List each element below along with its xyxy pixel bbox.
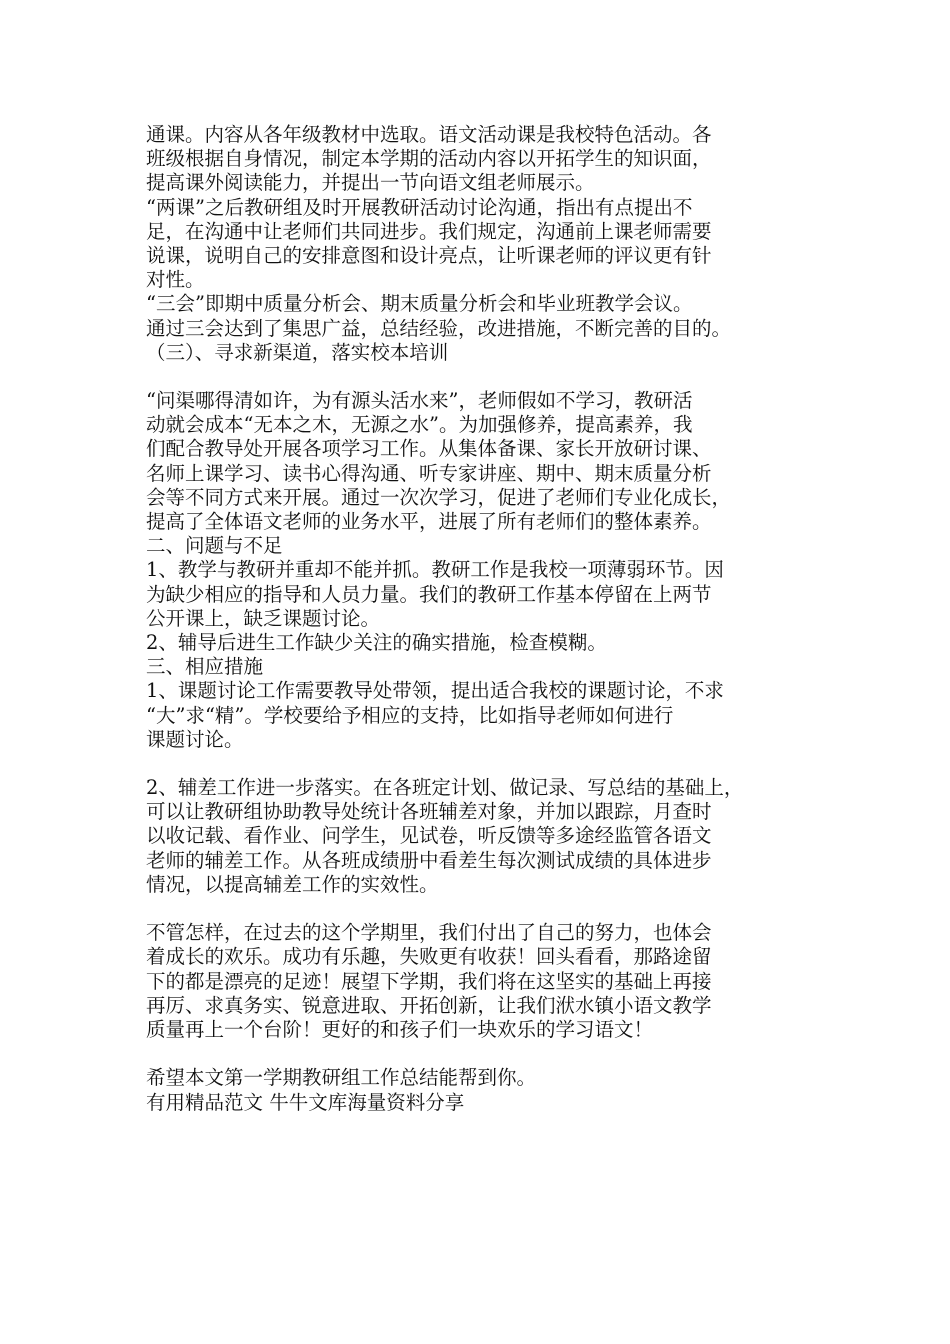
text-line: 足，在沟通中让老师们共同进步。我们规定，沟通前上课老师需要 [146,219,712,243]
text-line: 不管怎样，在过去的这个学期里，我们付出了自己的努力，也体会 [146,921,712,945]
document-body [146,123,816,1115]
text-line: 1、教学与教研并重却不能并抓。教研工作是我校一项薄弱环节。因 [146,558,724,582]
text-line: 以收记载、看作业、问学生，见试卷，听反馈等多途经监管各语文 [146,824,712,848]
footer-line: 有用精品范文 牛牛文库海量资料分享 [146,1090,465,1114]
text-line: “三会”即期中质量分析会、期末质量分析会和毕业班教学会议。 [146,292,693,316]
blank-line [146,752,816,776]
text-line: “两课”之后教研组及时开展教研活动讨论沟通，指出有点提出不 [146,195,693,219]
text-line: 课题讨论。 [146,727,244,751]
text-line: 动就会成本“无本之木，无源之水”。为加强修养，提高素养，我 [146,413,693,437]
section-heading: 三、相应措施 [146,655,264,679]
text-line: 对性。 [146,268,205,292]
section-heading: （三）、寻求新渠道，落实校本培训 [146,340,449,364]
text-line: 班级根据自身情况，制定本学期的活动内容以开拓学生的知识面， [146,147,712,171]
text-line: 质量再上一个台阶！更好的和孩子们一块欢乐的学习语文！ [146,1017,654,1041]
blank-line [146,1042,816,1066]
text-line: 们配合教导处开展各项学习工作。从集体备课、家长开放研讨课、 [146,437,712,461]
blank-line [146,897,816,921]
text-line: 说课，说明自己的安排意图和设计亮点，让听课老师的评议更有针 [146,243,712,267]
text-line: 可以让教研组协助教导处统计各班辅差对象，并加以跟踪，月查时 [146,800,712,824]
section-heading: 二、问题与不足 [146,534,283,558]
blank-line [146,365,816,389]
closing-line: 希望本文第一学期教研组工作总结能帮到你。 [146,1066,537,1090]
text-line: “大”求“精”。学校要给予相应的支持，比如指导老师如何进行 [146,703,674,727]
text-line: 情况，以提高辅差工作的实效性。 [146,872,439,896]
text-line: 名师上课学习、读书心得沟通、听专家讲座、期中、期末质量分析 [146,461,712,485]
text-line: 老师的辅差工作。从各班成绩册中看差生每次测试成绩的具体进步 [146,848,712,872]
text-line: 下的都是漂亮的足迹！展望下学期，我们将在这坚实的基础上再接 [146,969,712,993]
text-line: 再厉、求真务实、锐意进取、开拓创新，让我们洑水镇小语文教学 [146,993,712,1017]
text-line: 公开课上，缺乏课题讨论。 [146,606,381,630]
text-line: 提高了全体语文老师的业务水平，进展了所有老师们的整体素养。 [146,510,712,533]
text-line: 着成长的欢乐。成功有乐趣，失败更有收获！回头看看，那路途留 [146,945,712,969]
text-line: 会等不同方式来开展。通过一次次学习，促进了老师们专业化成长， [146,485,732,509]
text-line: 1、课题讨论工作需要教导处带领，提出适合我校的课题讨论，不求 [146,679,724,703]
text-line: 为缺少相应的指导和人员力量。我们的教研工作基本停留在上两节 [146,582,712,606]
text-line: “问渠哪得清如许，为有源头活水来”，老师假如不学习，教研活 [146,389,693,413]
text-line: 2、辅导后进生工作缺少关注的确实措施，检查模糊。 [146,630,607,654]
text-line: 通课。内容从各年级教材中选取。语文活动课是我校特色活动。各 [146,123,712,146]
text-line: 2、辅差工作进一步落实。在各班定计划、做记录、写总结的基础上， [146,776,744,800]
text-line: 通过三会达到了集思广益，总结经验，改进措施，不断完善的目的。 [146,316,732,340]
text-line: 提高课外阅读能力，并提出一节向语文组老师展示。 [146,171,595,195]
